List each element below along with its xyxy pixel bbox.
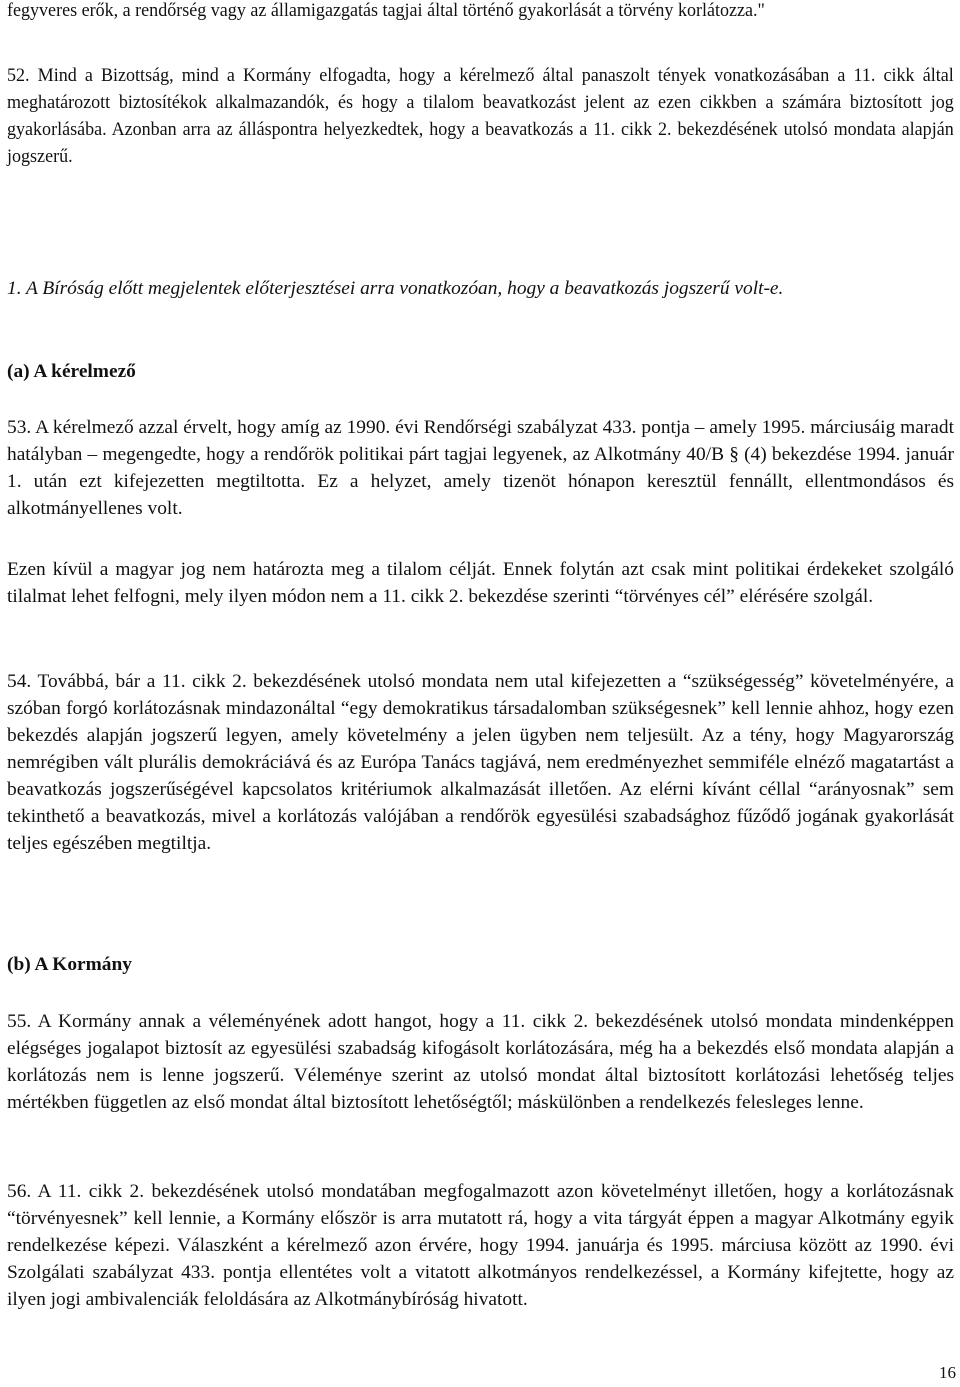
paragraph-54: 54. Továbbá, bár a 11. cikk 2. bekezdésének utolsó mondata nem utal kifejezetten a “szükségesség” követelményére, a szóban forgó korlátozásnak mindazonáltal “egy demokratikus társadalomban szükségesnek” kell lennie ahhoz, hogy ezen bekezdés alapján jogszerű legyen, amely követelmény a jelen ügyben nem teljesült. Az a tény, hogy Magyarország nemrégiben vált plurális demokráciává és az Európa Tanács tagjává, nem eredményezhet semmiféle elnéző magatartást a beavatkozás jogszerűségével kapcsolatos kritériumok alkalmazását illetően. Az elérni kívánt céllal “arányosnak” sem tekinthető a beavatkozás, mivel a korlátozás valójában a rendőrök egyesülési szabadsághoz fűződő jogának gyakorlását teljes egészében megtiltja. (7, 671, 954, 854)
heading-b-government: (b) A Kormány (7, 954, 132, 975)
paragraph-53-continued: Ezen kívül a magyar jog nem határozta meg a tilalom célját. Ennek folytán azt csak mint politikai érdekeket szolgáló tilalmat lehet felfogni, mely ilyen módon nem a 11. cikk 2. bekezdése szerinti “törvényes cél” elérésére szolgál. (7, 559, 954, 607)
paragraph-intro: fegyveres erők, a rendőrség vagy az államigazgatás tagjai által történő gyakorlását a törvény korlátozza." (7, 0, 765, 21)
paragraph-56: 56. A 11. cikk 2. bekezdésének utolsó mondatában megfogalmazott azon követelményt illetően, hogy a korlátozásnak “törvényesnek” kell lennie, a Kormány először is arra mutatott rá, hogy a vita tárgyát éppen a magyar Alkotmány egyik rendelkezése képezi. Válaszként a kérelmező azon érvére, hogy 1994. januárja és 1995. márciusa között az 1990. évi Szolgálati szabályzat 433. pontja ellentétes volt a vitatott alkotmányos rendelkezéssel, a Kormány kifejtette, hogy az ilyen jogi ambivalenciák feloldására az Alkotmánybíróság hivatott. (7, 1181, 954, 1310)
section-1-title: 1. A Bíróság előtt megjelentek előterjesztései arra vonatkozóan, hogy a beavatkozás jogszerű volt-e. (7, 278, 784, 299)
paragraph-52: 52. Mind a Bizottság, mind a Kormány elfogadta, hogy a kérelmező által panaszolt tények vonatkozásában a 11. cikk által meghatározott biztosítékok alkalmazandók, és hogy a tilalom beavatkozást jelent az ezen cikkben a számára biztosított jog gyakorlásába. Azonban arra az álláspontra helyezkedtek, hogy a beavatkozás a 11. cikk 2. bekezdésének utolsó mondata alapján jogszerű. (7, 65, 954, 167)
page-number: 16 (939, 1363, 956, 1382)
paragraph-55: 55. A Kormány annak a véleményének adott hangot, hogy a 11. cikk 2. bekezdésének utolsó mondata mindenképpen elégséges jogalapot biztosít az egyesülési szabadság kifogásolt korlátozására, még ha a bekezdés első mondata alapján a korlátozás nem is lenne jogszerű. Véleménye szerint az utolsó mondat által biztosított korlátozási lehetőség teljes mértékben független az első mondat által biztosított lehetőségtől; máskülönben a rendelkezés felesleges lenne. (7, 1011, 954, 1113)
heading-a-applicant: (a) A kérelmező (7, 361, 136, 382)
paragraph-53: 53. A kérelmező azzal érvelt, hogy amíg az 1990. évi Rendőrségi szabályzat 433. pontja – amely 1995. márciusáig maradt hatályban – megengedte, hogy a rendőrök politikai párt tagjai legyenek, az Alkotmány 40/B § (4) bekezdése 1994. január 1. után ezt kifejezetten megtiltotta. Ez a helyzet, amely tizenöt hónapon keresztül fennállt, ellentmondásos és alkotmányellenes volt. (7, 417, 954, 519)
